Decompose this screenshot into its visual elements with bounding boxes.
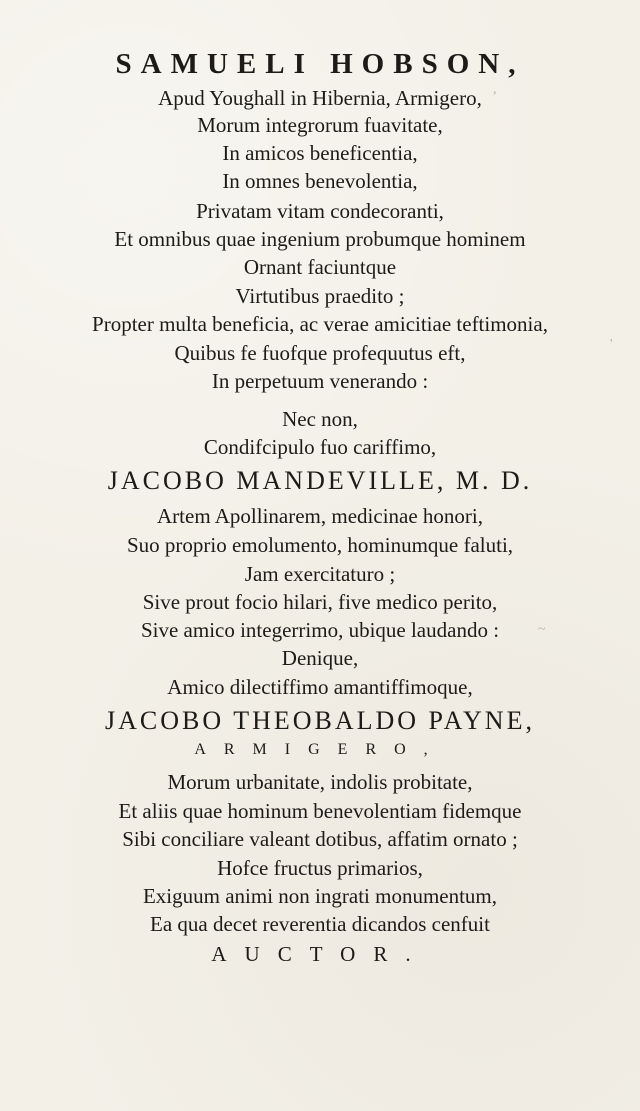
paper-speck: ': [610, 337, 613, 352]
dedication-line: Sive amico integerrimo, ubique laudando :: [140, 618, 500, 642]
dedication-line: Apud Youghall in Hibernia, Armigero,: [158, 86, 482, 110]
dedication-line: Propter multa beneficia, ac verae amicitiae teftimonia,: [92, 312, 548, 336]
dedication-line: AUCTOR.: [211, 942, 429, 966]
dedication-line: Hofce fructus primarios,: [217, 856, 423, 880]
dedication-line: Denique,: [281, 646, 359, 670]
dedication-line: Amico dilectiffimo amantiffimoque,: [167, 675, 473, 699]
dedication-line: Condifcipulo fuo cariffimo,: [203, 435, 437, 459]
dedication-line: Nec non,: [282, 407, 358, 431]
dedication-line: Quibus fe fuofque profequutus eft,: [174, 341, 466, 365]
dedication-line: SAMUELI HOBSON,: [115, 48, 525, 80]
dedication-line: Morum integrorum fuavitate,: [197, 113, 443, 137]
dedication-line: Ea qua decet reverentia dicandos cenfuit: [150, 912, 490, 936]
dedication-line: Suo proprio emolumento, hominumque faluti,: [126, 533, 514, 557]
dedication-line: Privatam vitam condecoranti,: [196, 199, 444, 223]
paper-speck: ~: [538, 622, 546, 637]
dedication-line: In perpetuum venerando :: [211, 369, 429, 393]
dedication-line: Sive prout focio hilari, five medico perito,: [142, 590, 498, 614]
dedication-line: Exiguum animi non ingrati monumentum,: [142, 884, 498, 908]
dedication-line: Jam exercitaturo ;: [244, 562, 396, 586]
dedication-line: Artem Apollinarem, medicinae honori,: [157, 504, 483, 528]
dedication-line: Et aliis quae hominum benevolentiam fidemque: [118, 799, 522, 823]
dedication-line: In omnes benevolentia,: [222, 169, 418, 193]
dedication-line: In amicos beneficentia,: [222, 141, 418, 165]
dedication-line: JACOBO THEOBALDO PAYNE,: [105, 706, 535, 735]
dedication-line: ARMIGERO,: [194, 741, 446, 758]
dedication-line: JACOBO MANDEVILLE, M. D.: [107, 466, 533, 495]
dedication-line: Sibi conciliare valeant dotibus, affatim ornato ;: [122, 827, 518, 851]
dedication-line: Ornant faciuntque: [243, 255, 397, 279]
dedication-line: Virtutibus praedito ;: [235, 284, 405, 308]
dedication-line: Et omnibus quae ingenium probumque hominem: [114, 227, 526, 251]
dedication-line: Morum urbanitate, indolis probitate,: [167, 770, 473, 794]
paper-speck: ,: [493, 82, 497, 97]
